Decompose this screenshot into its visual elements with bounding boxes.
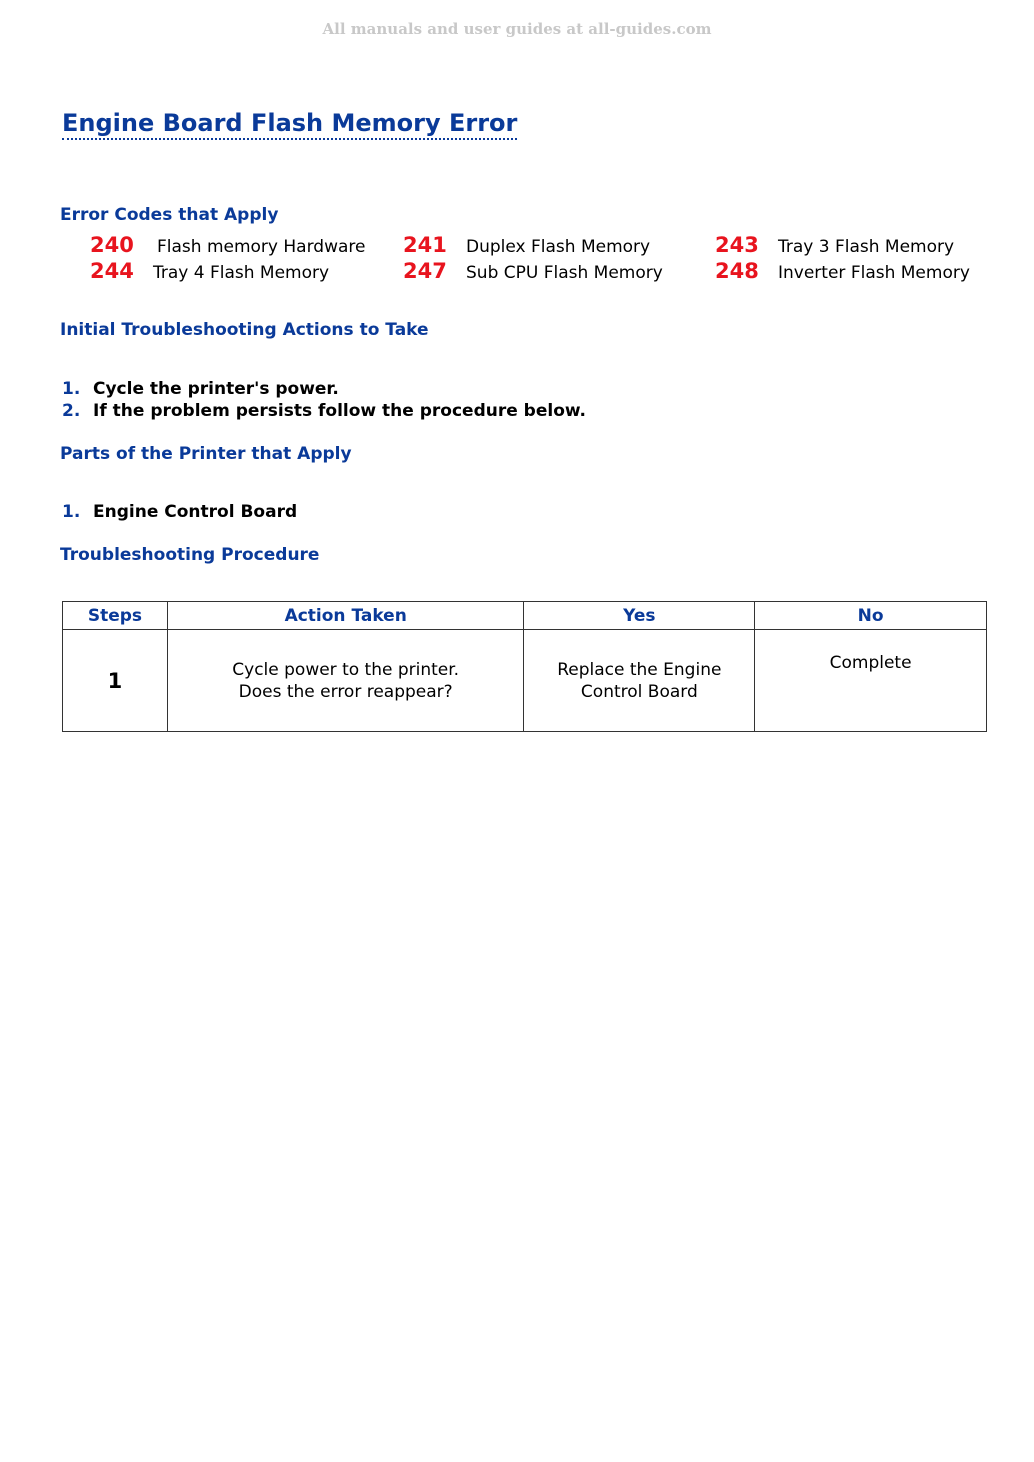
error-code-item	[90, 259, 329, 285]
action-line: Cycle power to the printer.	[232, 659, 460, 680]
procedure-table	[62, 601, 987, 732]
error-code-item	[715, 233, 954, 259]
list-item-number: 2.	[62, 401, 81, 421]
procedure-heading: Troubleshooting Procedure	[60, 545, 320, 565]
watermark: All manuals and user guides at all-guides.com	[322, 20, 712, 38]
list-item-number: 1.	[62, 379, 81, 399]
yes-cell	[524, 630, 755, 732]
list-item	[62, 400, 586, 422]
error-code-number: 248	[715, 259, 759, 283]
list-item-text: Engine Control Board	[93, 502, 298, 522]
yes-line: Replace the Engine	[557, 659, 722, 680]
table-row	[63, 630, 987, 732]
column-header-steps: Steps	[63, 602, 168, 630]
error-code-label: Sub CPU Flash Memory	[466, 263, 663, 283]
list-item	[62, 378, 586, 400]
error-code-label: Tray 3 Flash Memory	[778, 237, 955, 257]
error-code-item	[90, 233, 365, 259]
error-code-item	[403, 259, 663, 285]
error-code-item	[715, 259, 970, 285]
error-codes-list	[90, 233, 990, 293]
error-code-label: Flash memory Hardware	[157, 237, 366, 257]
error-code-label: Inverter Flash Memory	[778, 263, 970, 283]
initial-actions-heading: Initial Troubleshooting Actions to Take	[60, 320, 429, 340]
column-header-action: Action Taken	[167, 602, 524, 630]
step-number-cell: 1	[63, 630, 168, 732]
error-code-number: 247	[403, 259, 447, 283]
parts-list	[62, 501, 297, 523]
error-code-item	[403, 233, 650, 259]
initial-actions-list	[62, 378, 586, 422]
parts-heading: Parts of the Printer that Apply	[60, 444, 352, 464]
table-header-row	[63, 602, 987, 630]
error-code-label: Tray 4 Flash Memory	[153, 263, 330, 283]
error-code-number: 241	[403, 233, 447, 257]
error-code-label: Duplex Flash Memory	[466, 237, 651, 257]
page-title: Engine Board Flash Memory Error	[62, 108, 517, 140]
error-code-number: 240	[90, 233, 134, 257]
list-item-text: Cycle the printer's power.	[93, 379, 339, 399]
action-line: Does the error reappear?	[238, 681, 453, 702]
yes-line: Control Board	[580, 681, 698, 702]
column-header-no: No	[755, 602, 987, 630]
no-cell: Complete	[755, 630, 987, 732]
error-codes-heading: Error Codes that Apply	[60, 205, 279, 225]
list-item-text: If the problem persists follow the procedure below.	[93, 401, 586, 421]
list-item-number: 1.	[62, 502, 81, 522]
error-code-number: 244	[90, 259, 134, 283]
action-cell	[167, 630, 524, 732]
error-code-number: 243	[715, 233, 759, 257]
list-item	[62, 501, 297, 523]
column-header-yes: Yes	[524, 602, 755, 630]
